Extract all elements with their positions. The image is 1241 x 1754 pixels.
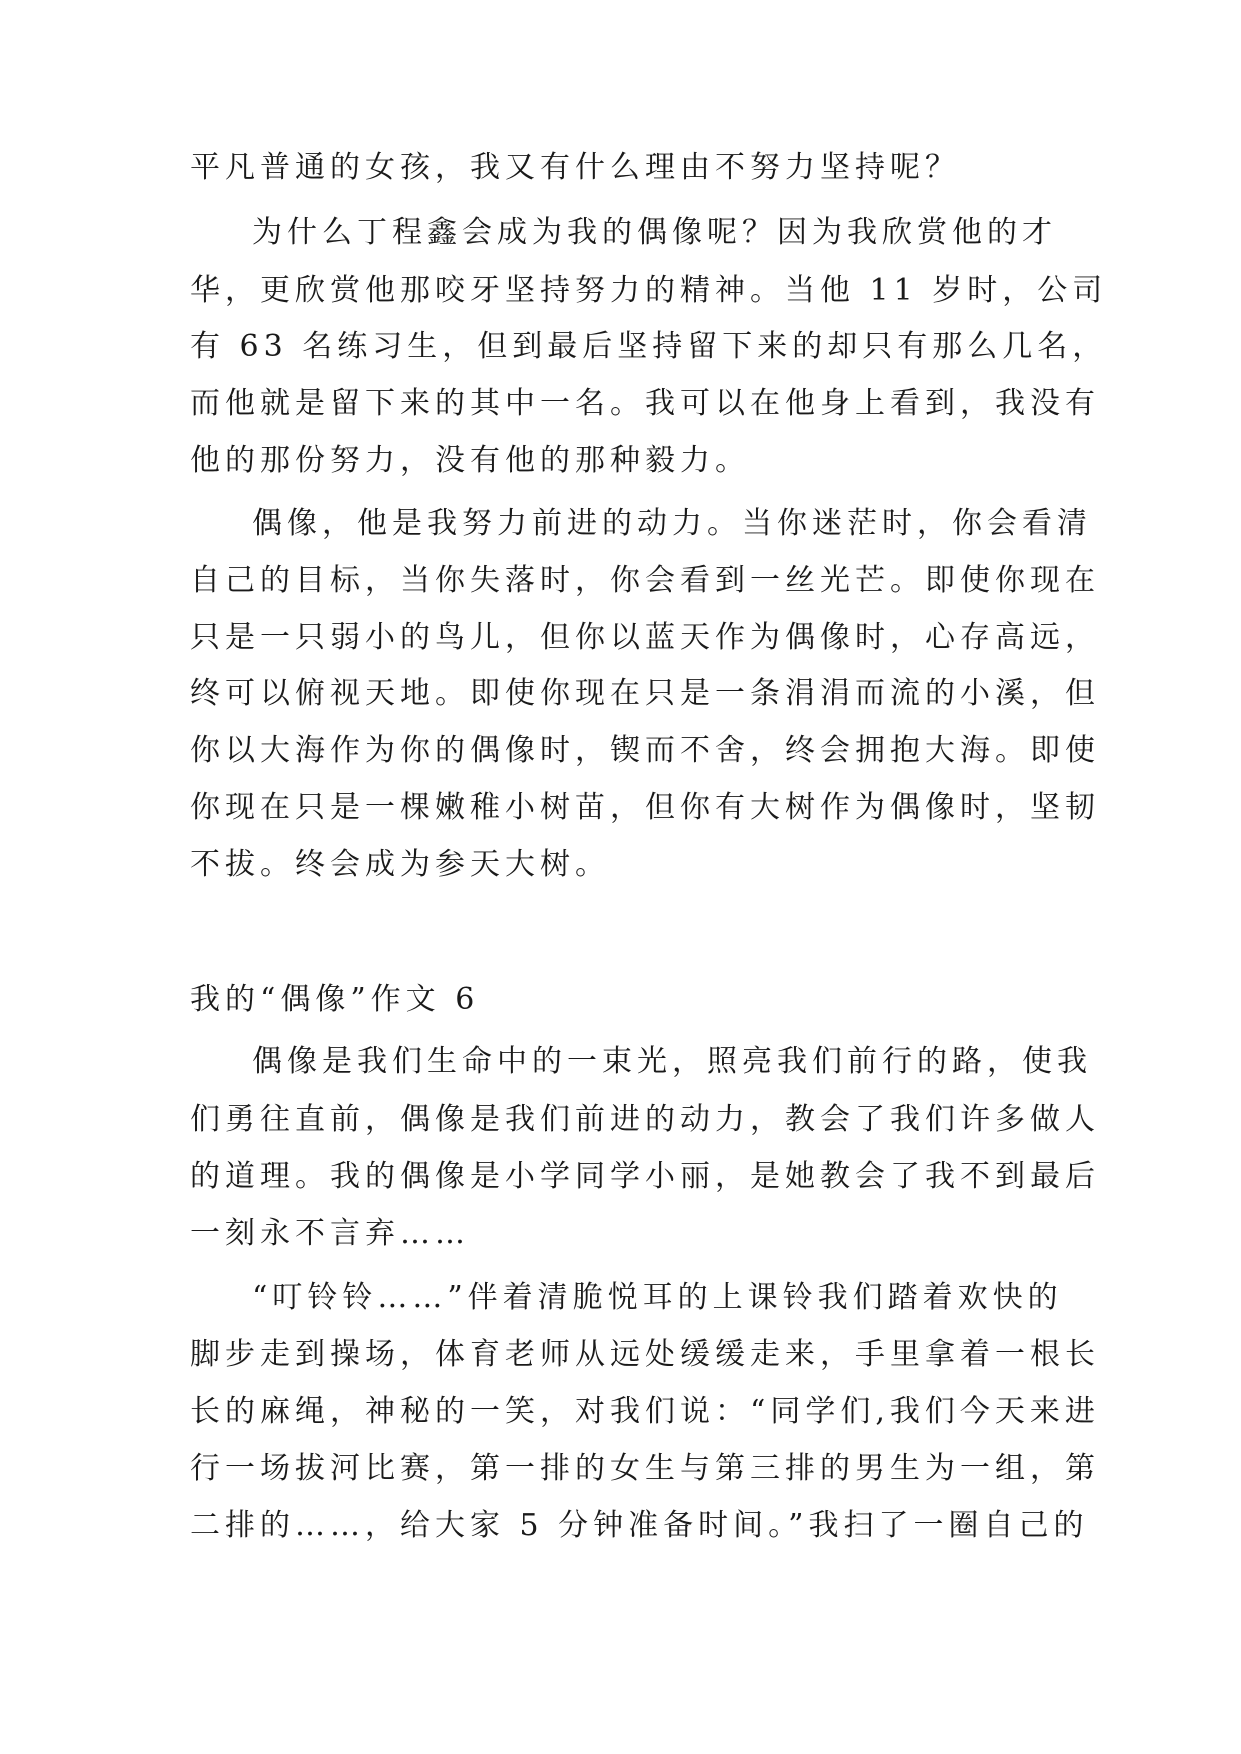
paragraph-line: 你以大海作为你的偶像时，锲而不舍，终会拥抱大海。即使	[190, 733, 1100, 768]
paragraph-line: 而他就是留下来的其中一名。我可以在他身上看到，我没有	[190, 386, 1100, 421]
paragraph-line: 脚步走到操场，体育老师从远处缓缓走来，手里拿着一根长	[190, 1337, 1100, 1372]
paragraph-line: 行一场拔河比赛，第一排的女生与第三排的男生为一组，第	[190, 1451, 1100, 1486]
paragraph-line: 平凡普通的女孩，我又有什么理由不努力坚持呢？	[190, 150, 960, 185]
paragraph-line: 的道理。我的偶像是小学同学小丽，是她教会了我不到最后	[190, 1159, 1100, 1194]
paragraph-line: 自己的目标，当你失落时，你会看到一丝光芒。即使你现在	[190, 563, 1100, 598]
paragraph-line: “叮铃铃……”伴着清脆悦耳的上课铃我们踏着欢快的	[252, 1280, 1063, 1315]
paragraph-line: 偶像，他是我努力前进的动力。当你迷茫时，你会看清	[252, 506, 1092, 541]
paragraph-line: 偶像是我们生命中的一束光，照亮我们前行的路，使我	[252, 1044, 1092, 1079]
paragraph-line: 有 63 名练习生，但到最后坚持留下来的却只有那么几名，	[190, 329, 1108, 364]
paragraph-line: 一刻永不言弃……	[190, 1216, 470, 1251]
paragraph-line: 为什么丁程鑫会成为我的偶像呢？因为我欣赏他的才	[252, 215, 1057, 250]
paragraph-line: 二排的……，给大家 5 分钟准备时间。”我扫了一圈自己的	[190, 1508, 1089, 1543]
paragraph-line: 只是一只弱小的鸟儿，但你以蓝天作为偶像时，心存高远，	[190, 620, 1100, 655]
paragraph-line: 华，更欣赏他那咬牙坚持努力的精神。当他 11 岁时，公司	[190, 273, 1108, 308]
paragraph-line: 长的麻绳，神秘的一笑，对我们说：“同学们,我们今天来进	[190, 1394, 1100, 1429]
paragraph-line: 你现在只是一棵嫩稚小树苗，但你有大树作为偶像时，坚韧	[190, 790, 1100, 825]
paragraph-line: 终可以俯视天地。即使你现在只是一条涓涓而流的小溪，但	[190, 676, 1100, 711]
paragraph-line: 们勇往直前，偶像是我们前进的动力，教会了我们许多做人	[190, 1102, 1100, 1137]
section-title: 我的“偶像”作文 6	[190, 982, 480, 1017]
paragraph-line: 他的那份努力，没有他的那种毅力。	[190, 443, 750, 478]
paragraph-line: 不拔。终会成为参天大树。	[190, 847, 610, 882]
